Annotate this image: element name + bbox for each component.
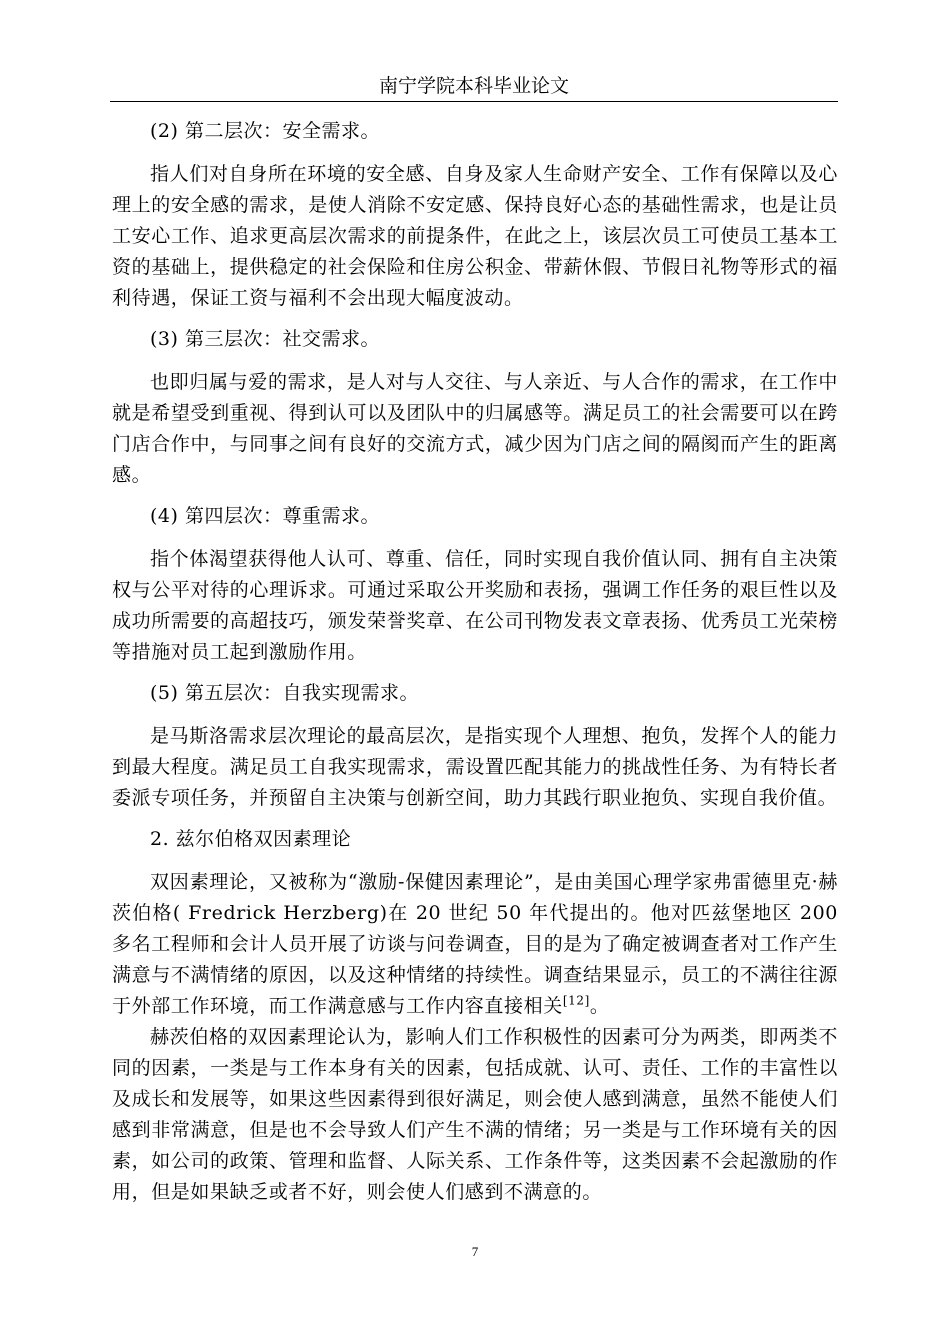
paragraph-herzberg-factors: 赫茨伯格的双因素理论认为，影响人们工作积极性的因素可分为两类，即两类不同的因素，一类是与工作本身有关的因素，包括成就、认可、责任、工作的丰富性以及成长和发展等，如果这些因素得到很好满足，则会使人感到满意，虽然不能使人们感到非常满意，但是也不会导致人们产生不满的情绪；另一类是与工作环境有关的因素，如公司的政策、管理和监督、人际关系、工作条件等，这类因素不会起激励的作用，但是如果缺乏或者不好，则会使人们感到不满意的。 — [112, 1026, 838, 1203]
page-number: 7 — [471, 1244, 479, 1259]
section-heading-safety: (2) 第二层次：安全需求。 — [150, 120, 380, 142]
section-heading-two-factor: 2. 兹尔伯格双因素理论 — [150, 828, 352, 850]
citation-reference: [12] — [562, 993, 590, 1008]
paragraph-esteem: 指个体渴望获得他人认可、尊重、信任，同时实现自我价值认同、拥有自主决策权与公平对待的心理诉求。可通过采取公开奖励和表扬，强调工作任务的艰巨性以及成功所需要的高超技巧，颁发荣誉奖章、在公司刊物发表文章表扬、优秀员工光荣榜等措施对员工起到激励作用。 — [112, 548, 838, 663]
paragraph-social: 也即归属与爱的需求，是人对与人交往、与人亲近、与人合作的需求，在工作中就是希望受到重视、得到认可以及团队中的归属感等。满足员工的社会需要可以在跨门店合作中，与同事之间有良好的交流方式，减少因为门店之间的隔阂而产生的距离感。 — [112, 371, 838, 486]
paragraph-self-actualization: 是马斯洛需求层次理论的最高层次，是指实现个人理想、抱负，发挥个人的能力到最大程度。满足员工自我实现需求，需设置匹配其能力的挑战性任务、为有特长者委派专项任务，并预留自主决策与创新空间，助力其践行职业抱负、实现自我价值。 — [112, 725, 838, 809]
header-divider — [110, 101, 838, 102]
section-heading-self-actualization: (5) 第五层次：自我实现需求。 — [150, 682, 419, 704]
section-heading-social: (3) 第三层次：社交需求。 — [150, 328, 380, 350]
paragraph-safety: 指人们对自身所在环境的安全感、自身及家人生命财产安全、工作有保障以及心理上的安全感的需求，是使人消除不安定感、保持良好心态的基础性需求，也是让员工安心工作、追求更高层次需求的前提条件，在此之上，该层次员工可使员工基本工资的基础上，提供稳定的社会保险和住房公积金、带薪休假、节假日礼物等形式的福利待遇，保证工资与福利不会出现大幅度波动。 — [112, 163, 838, 309]
paragraph-two-factor — [112, 867, 838, 1022]
paragraph-two-factor-text: 双因素理论，又被称为“激励-保健因素理论”，是由美国心理学家弗雷德里克·赫茨伯格( Fredrick Herzberg)在 20 世纪 50 年代提出的。他对匹兹堡地区 200 多名工程师和会计人员开展了访谈与问卷调查，目的是为了确定被调查者对工作产生满意与不满情绪的原因，以及这种情绪的持续性。调查结果显示，员工的不满往往源于外部工作环境，而工作满意感与工作内容直接相关 — [112, 871, 838, 1017]
body-content — [112, 116, 838, 1208]
running-header: 南宁学院本科毕业论文 — [378, 75, 569, 97]
paragraph-two-factor-end: 。 — [589, 995, 610, 1017]
section-heading-esteem: (4) 第四层次：尊重需求。 — [150, 505, 380, 527]
